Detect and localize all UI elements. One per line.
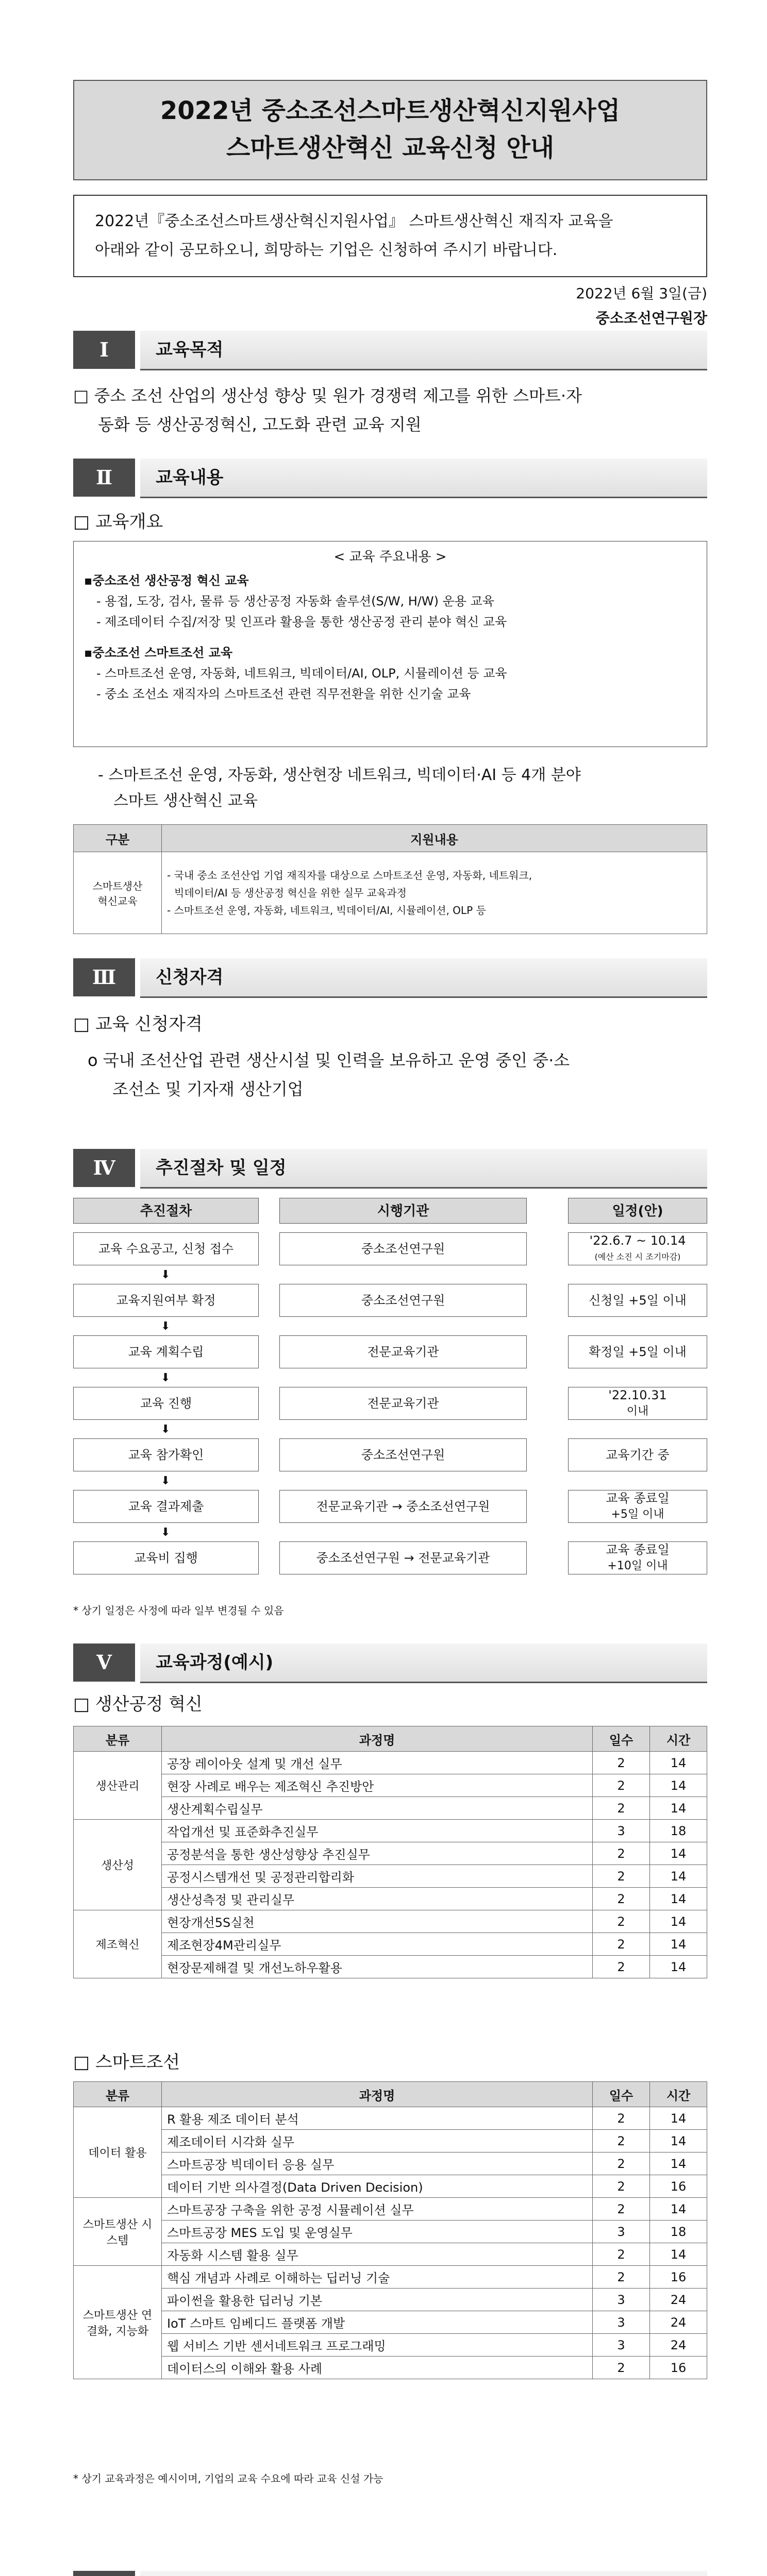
course-name: 데이터스의 이해와 활용 사례	[162, 2357, 593, 2379]
table-row	[74, 2243, 707, 2266]
down-arrow-icon: ⬇	[161, 1526, 171, 1539]
org-name: 중소조선연구원장	[595, 310, 707, 327]
purpose-text	[73, 381, 707, 439]
course-name: 생산계획수립실무	[162, 1797, 593, 1820]
course-hours: 14	[650, 2198, 707, 2221]
course-heading-2: □ 스마트조선	[73, 2052, 180, 2073]
course-note: * 상기 교육과정은 예시이며, 기업의 교육 수요에 따라 교육 신설 가능	[73, 2472, 384, 2485]
course-days: 2	[593, 2357, 650, 2379]
course-table-1	[73, 1726, 707, 1978]
schedule-line: 확정일 +5일 이내	[589, 1345, 687, 1359]
proc-step: 교육 진행	[73, 1387, 259, 1420]
table-row	[74, 1933, 707, 1956]
proc-agency: 전문교육기관	[279, 1335, 527, 1368]
course-table-header: 일수	[593, 1726, 650, 1752]
course-days: 3	[593, 2311, 650, 2334]
course-hours: 14	[650, 1865, 707, 1888]
course-table-header: 과정명	[162, 2082, 593, 2107]
course-name: 생산성측정 및 관리실무	[162, 1888, 593, 1910]
table-row	[74, 2198, 707, 2221]
eligibility-line2: 조선소 및 기자재 생산기업	[112, 1079, 304, 1099]
table-row	[74, 2153, 707, 2175]
course-group: 제조혁신	[74, 1910, 162, 1978]
eligibility-text	[88, 1046, 706, 1104]
cell-line: 스마트생산	[92, 880, 143, 892]
course-days: 3	[593, 2289, 650, 2311]
bullet-1a: - 용접, 도장, 검사, 물류 등 생산공정 자동화 솔루션(S/W, H/W) 운용 교육	[96, 594, 494, 608]
course-hours: 14	[650, 1752, 707, 1774]
bullet-1: ▪중소조선 생산공정 혁신 교육	[84, 573, 249, 588]
course-hours: 16	[650, 2357, 707, 2379]
section-title: 신청자격	[140, 958, 707, 998]
schedule-subline: 이내	[626, 1405, 649, 1418]
course-days: 2	[593, 2107, 650, 2130]
course-hours: 18	[650, 2221, 707, 2243]
course-days: 2	[593, 2130, 650, 2153]
table-row	[74, 2221, 707, 2243]
schedule-line: '22.10.31	[608, 1388, 667, 1402]
schedule-subline: (예산 소진 시 조기마감)	[594, 1252, 681, 1262]
table-row	[74, 1865, 707, 1888]
section-number	[73, 2571, 135, 2576]
course-name: 데이터 기반 의사결정(Data Driven Decision)	[162, 2175, 593, 2198]
table-row	[74, 1797, 707, 1820]
course-hours: 14	[650, 2107, 707, 2130]
schedule-line: '22.6.7 ~ 10.14	[589, 1233, 686, 1248]
section-1-header	[73, 331, 707, 369]
title-box	[73, 80, 707, 180]
proc-agency: 중소조선연구원	[279, 1232, 527, 1265]
section-2-header	[73, 459, 707, 497]
table-row	[74, 1956, 707, 1978]
bullet-2: ▪중소조선 스마트조선 교육	[84, 646, 232, 660]
down-arrow-icon: ⬇	[161, 1371, 171, 1384]
course-hours: 14	[650, 1774, 707, 1797]
cell-line: 빅데이터/AI 등 생산공정 혁신을 위한 실무 교육과정	[174, 887, 407, 899]
proc-step: 교육 결과제출	[73, 1490, 259, 1523]
section-5-header	[73, 1643, 707, 1682]
course-name: 공장 레이아웃 설계 및 개선 실무	[162, 1752, 593, 1774]
purpose-line1: □ 중소 조선 산업의 생산성 향상 및 원가 경쟁력 제고를 위한 스마트·자	[73, 386, 582, 405]
course-hours: 16	[650, 2175, 707, 2198]
course-name: 파이썬을 활용한 딥러닝 기본	[162, 2289, 593, 2311]
section-title: 교육과정(예시)	[140, 1643, 707, 1683]
proc-header-agency: 시행기관	[279, 1198, 527, 1224]
course-days: 3	[593, 2221, 650, 2243]
intro-line2: 아래와 같이 공모하오니, 희망하는 기업은 신청하여 주시기 바랍니다.	[95, 241, 558, 259]
section-title: 추진절차 및 일정	[140, 1149, 707, 1189]
proc-agency: 중소조선연구원	[279, 1284, 527, 1317]
section-number: Ⅳ	[73, 1149, 135, 1187]
proc-step: 교육 계획수립	[73, 1335, 259, 1368]
proc-header-step: 추진절차	[73, 1198, 259, 1224]
table-row	[74, 2289, 707, 2311]
proc-header-schedule: 일정(안)	[568, 1198, 707, 1224]
course-name: 웹 서비스 기반 센서네트워크 프로그래밍	[162, 2334, 593, 2357]
course-days: 2	[593, 1933, 650, 1956]
course-days: 2	[593, 1752, 650, 1774]
course-name: 공정시스템개선 및 공정관리합리화	[162, 1865, 593, 1888]
proc-agency: 중소조선연구원	[279, 1438, 527, 1471]
course-group: 스마트생산 시스템	[74, 2198, 162, 2266]
course-group: 스마트생산 연결화, 지능화	[74, 2266, 162, 2379]
cell-line: - 스마트조선 운영, 자동화, 네트워크, 빅데이터/AI, 시뮬레이션, OLP 등	[167, 904, 486, 917]
course-table-header: 시간	[650, 1726, 707, 1752]
course-days: 2	[593, 2266, 650, 2289]
course-hours: 14	[650, 2243, 707, 2266]
course-days: 2	[593, 1956, 650, 1978]
table-row	[74, 2130, 707, 2153]
course-name: 현장개선5S실천	[162, 1910, 593, 1933]
dash-line1: - 스마트조선 운영, 자동화, 생산현장 네트워크, 빅데이터·AI 등 4개 분야	[98, 766, 581, 784]
proc-agency: 전문교육기관	[279, 1387, 527, 1420]
proc-schedule	[568, 1541, 707, 1574]
course-table-header: 과정명	[162, 1726, 593, 1752]
intro-line1: 2022년『중소조선스마트생산혁신지원사업』 스마트생산혁신 재직자 교육을	[95, 212, 613, 230]
dash-text	[98, 762, 706, 814]
table-header: 구분	[74, 825, 162, 852]
table-row	[74, 1774, 707, 1797]
schedule-line: 교육기간 중	[606, 1448, 670, 1462]
course-hours: 14	[650, 1933, 707, 1956]
section-number: Ⅴ	[73, 1643, 135, 1682]
date: 2022년 6월 3일(금)	[576, 285, 707, 302]
section-4-header	[73, 1149, 707, 1187]
schedule-line: 교육 종료일	[606, 1543, 670, 1557]
table-row	[74, 2334, 707, 2357]
down-arrow-icon: ⬇	[161, 1268, 171, 1281]
course-name: 현장문제해결 및 개선노하우활용	[162, 1956, 593, 1978]
course-hours: 18	[650, 1820, 707, 1842]
course-group: 데이터 활용	[74, 2107, 162, 2198]
schedule-line: 교육 종료일	[606, 1491, 670, 1505]
course-name: 제조데이터 시각화 실무	[162, 2130, 593, 2153]
proc-step: 교육지원여부 확정	[73, 1284, 259, 1317]
purpose-line2: 동화 등 생산공정혁신, 고도화 관련 교육 지원	[98, 415, 422, 434]
proc-schedule	[568, 1335, 707, 1368]
proc-schedule	[568, 1490, 707, 1523]
course-table-header: 일수	[593, 2082, 650, 2107]
course-table-2	[73, 2081, 707, 2379]
course-days: 2	[593, 2243, 650, 2266]
section-number: Ⅲ	[73, 958, 135, 996]
proc-schedule	[568, 1438, 707, 1471]
course-days: 2	[593, 2153, 650, 2175]
table-row	[74, 1888, 707, 1910]
section-title: 교육목적	[140, 331, 707, 370]
dash-line2: 스마트 생산혁신 교육	[113, 792, 258, 810]
course-hours: 14	[650, 1888, 707, 1910]
course-hours: 24	[650, 2334, 707, 2357]
section-title	[140, 2571, 707, 2576]
table-row	[74, 1842, 707, 1865]
schedule-subline: +5일 이내	[611, 1508, 664, 1521]
table-cell	[74, 852, 162, 934]
table-row	[74, 2311, 707, 2334]
course-name: 현장 사례로 배우는 제조혁신 추진방안	[162, 1774, 593, 1797]
proc-schedule	[568, 1284, 707, 1317]
course-table-header: 시간	[650, 2082, 707, 2107]
table-row	[74, 2175, 707, 2198]
course-days: 2	[593, 1842, 650, 1865]
down-arrow-icon: ⬇	[161, 1475, 171, 1487]
box-title: < 교육 주요내용 >	[334, 549, 447, 565]
support-table	[73, 824, 707, 934]
title-line1: 2022년 중소조선스마트생산혁신지원사업	[160, 96, 621, 125]
eligibility-line1: o 국내 조선산업 관련 생산시설 및 인력을 보유하고 운영 중인 중·소	[88, 1050, 570, 1070]
course-days: 2	[593, 1865, 650, 1888]
course-name: 핵심 개념과 사례로 이해하는 딥러닝 기술	[162, 2266, 593, 2289]
eligibility-heading: □ 교육 신청자격	[73, 1014, 203, 1035]
course-group: 생산성	[74, 1820, 162, 1910]
bullet-2a: - 스마트조선 운영, 자동화, 네트워크, 빅데이터/AI, OLP, 시뮬레이션 등 교육	[96, 666, 507, 681]
main-content-box	[73, 541, 707, 747]
course-days: 2	[593, 1888, 650, 1910]
course-days: 3	[593, 1820, 650, 1842]
course-hours: 16	[650, 2266, 707, 2289]
overview-heading: □ 교육개요	[73, 512, 163, 532]
down-arrow-icon: ⬇	[161, 1423, 171, 1436]
section-title: 교육내용	[140, 459, 707, 498]
table-row	[74, 2107, 707, 2130]
course-heading-1: □ 생산공정 혁신	[73, 1694, 203, 1715]
course-hours: 14	[650, 2153, 707, 2175]
course-days: 2	[593, 1910, 650, 1933]
table-row	[74, 2266, 707, 2289]
course-days: 2	[593, 2198, 650, 2221]
section-6-header	[73, 2571, 707, 2576]
course-name: R 활용 제조 데이터 분석	[162, 2107, 593, 2130]
intro-box	[73, 195, 707, 277]
cell-line: - 국내 중소 조선산업 기업 재직자를 대상으로 스마트조선 운영, 자동화, 네트워크,	[167, 869, 532, 882]
proc-step: 교육 참가확인	[73, 1438, 259, 1471]
section-number: Ⅱ	[73, 459, 135, 497]
bullet-1b: - 제조데이터 수집/저장 및 인프라 활용을 통한 생산공정 관리 분야 혁신 교육	[96, 615, 507, 629]
proc-agency: 중소조선연구원 → 전문교육기관	[279, 1541, 527, 1574]
course-days: 2	[593, 1797, 650, 1820]
course-name: 자동화 시스템 활용 실무	[162, 2243, 593, 2266]
course-name: 스마트공장 MES 도입 및 운영실무	[162, 2221, 593, 2243]
section-3-header	[73, 958, 707, 996]
cell-line: 혁신교육	[97, 895, 138, 907]
course-name: IoT 스마트 임베디드 플랫폼 개발	[162, 2311, 593, 2334]
section-number: Ⅰ	[73, 331, 135, 369]
proc-step: 교육 수요공고, 신청 접수	[73, 1232, 259, 1265]
course-group: 생산관리	[74, 1752, 162, 1820]
course-name: 스마트공장 빅데이터 응용 실무	[162, 2153, 593, 2175]
course-name: 공정분석을 통한 생산성향상 추진실무	[162, 1842, 593, 1865]
proc-agency: 전문교육기관 → 중소조선연구원	[279, 1490, 527, 1523]
course-hours: 14	[650, 1956, 707, 1978]
table-row	[74, 1752, 707, 1774]
schedule-line: 신청일 +5일 이내	[589, 1293, 687, 1308]
course-days: 2	[593, 1774, 650, 1797]
table-header: 지원내용	[162, 825, 707, 852]
course-hours: 14	[650, 1797, 707, 1820]
proc-schedule	[568, 1387, 707, 1420]
course-name: 스마트공장 구축을 위한 공정 시뮬레이션 실무	[162, 2198, 593, 2221]
bullet-2b: - 중소 조선소 재직자의 스마트조선 관련 직무전환을 위한 신기술 교육	[96, 687, 471, 701]
title-line2: 스마트생산혁신 교육신청 안내	[226, 133, 555, 162]
table-row	[74, 1820, 707, 1842]
course-days: 2	[593, 2175, 650, 2198]
down-arrow-icon: ⬇	[161, 1320, 171, 1333]
course-name: 작업개선 및 표준화추진실무	[162, 1820, 593, 1842]
course-hours: 14	[650, 1842, 707, 1865]
table-cell	[162, 852, 707, 934]
course-hours: 14	[650, 1910, 707, 1933]
proc-schedule	[568, 1232, 707, 1265]
course-hours: 14	[650, 2130, 707, 2153]
schedule-subline: +10일 이내	[607, 1560, 668, 1572]
course-name: 제조현장4M관리실무	[162, 1933, 593, 1956]
course-hours: 24	[650, 2289, 707, 2311]
course-table-header: 분류	[74, 1726, 162, 1752]
table-row	[74, 2357, 707, 2379]
course-table-header: 분류	[74, 2082, 162, 2107]
course-days: 3	[593, 2334, 650, 2357]
proc-step: 교육비 집행	[73, 1541, 259, 1574]
table-row	[74, 1910, 707, 1933]
schedule-note: * 상기 일정은 사정에 따라 일부 변경될 수 있음	[73, 1604, 284, 1617]
course-hours: 24	[650, 2311, 707, 2334]
